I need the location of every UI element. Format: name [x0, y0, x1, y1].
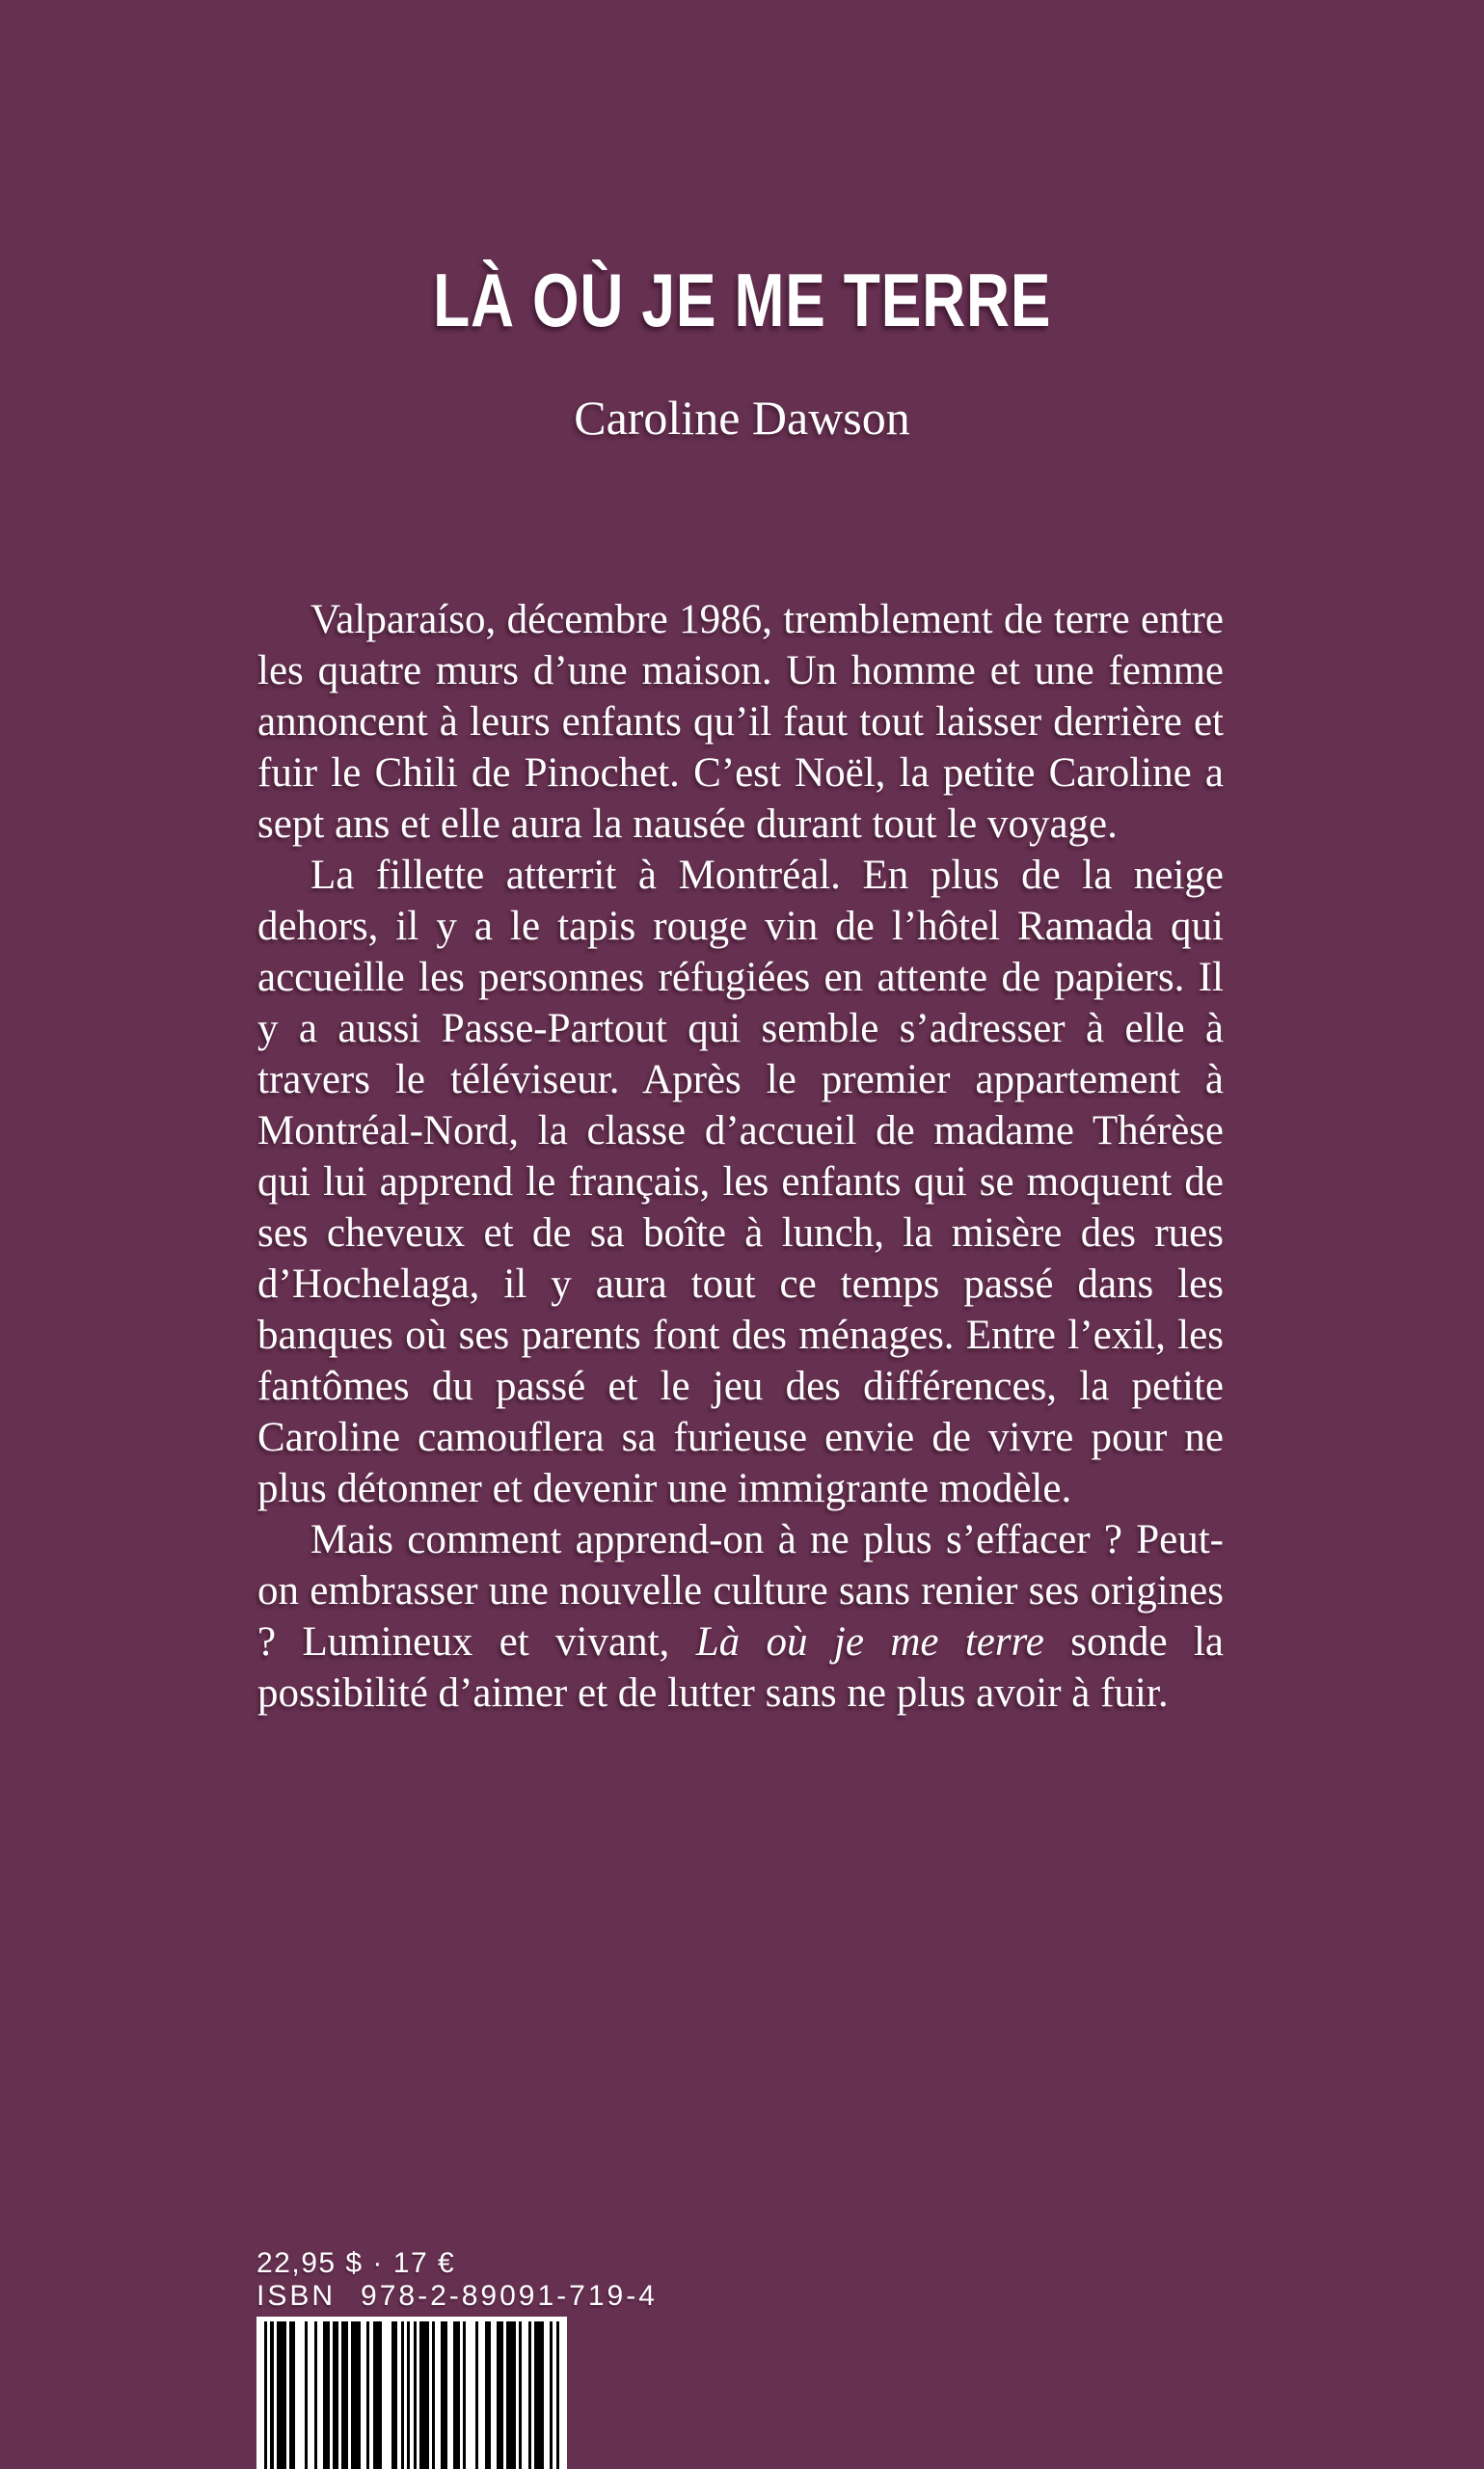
- footer: [256, 2247, 658, 2469]
- synopsis-paragraph: Valparaíso, décembre 1986, tremblement de terre entre les quatre murs d’une maison. Un homme et une femme annoncent à leurs enfants qu’il faut tout laisser derrière et fuir le Chili de Pinochet. C’est Noël, la petite Caroline a sept ans et elle aura la nausée durant tout le voyage.: [257, 597, 1224, 847]
- author-row: [0, 391, 1484, 445]
- isbn-label: ISBN: [256, 2280, 337, 2312]
- barcode: [256, 2317, 567, 2469]
- book-author: Caroline Dawson: [574, 391, 910, 445]
- synopsis-paragraph: La fillette atterrit à Montréal. En plus de la neige dehors, il y a le tapis rouge vin de l’hôtel Ramada qui accueille les personnes réfugiées en attente de papiers. Il y a aussi Passe-Partout qui semble s’adresser à elle à travers le téléviseur. Après le premier appartement à Montréal-Nord, la classe d’accueil de madame Thérèse qui lui apprend le français, les enfants qui se moquent de ses cheveux et de sa boîte à lunch, la misère des rues d’Hochelaga, il y aura tout ce temps passé dans les banques où ses parents font des ménages. Entre l’exil, les fantômes du passé et le jeu des différences, la petite Caroline camouflera sa furieuse envie de vivre pour ne plus détonner et devenir une immigrante modèle.: [257, 853, 1224, 1511]
- title-row: [0, 258, 1484, 342]
- price-label: 22,95 $ · 17 €: [256, 2247, 456, 2279]
- isbn-line: [256, 2280, 658, 2313]
- isbn-value: 978-2-89091-719-4: [361, 2280, 658, 2312]
- synopsis-paragraph: Mais comment apprend-on à ne plus s’effacer ? Peut-on embrasser une nouvelle culture sans renier ses origines ? Lumineux et vivant, Là où je me terre sonde la possibilité d’aimer et de lutter sans ne plus avoir à fuir.: [257, 1517, 1225, 1716]
- book-title: LÀ OÙ JE ME TERRE: [432, 258, 1052, 342]
- synopsis: [257, 594, 1224, 1719]
